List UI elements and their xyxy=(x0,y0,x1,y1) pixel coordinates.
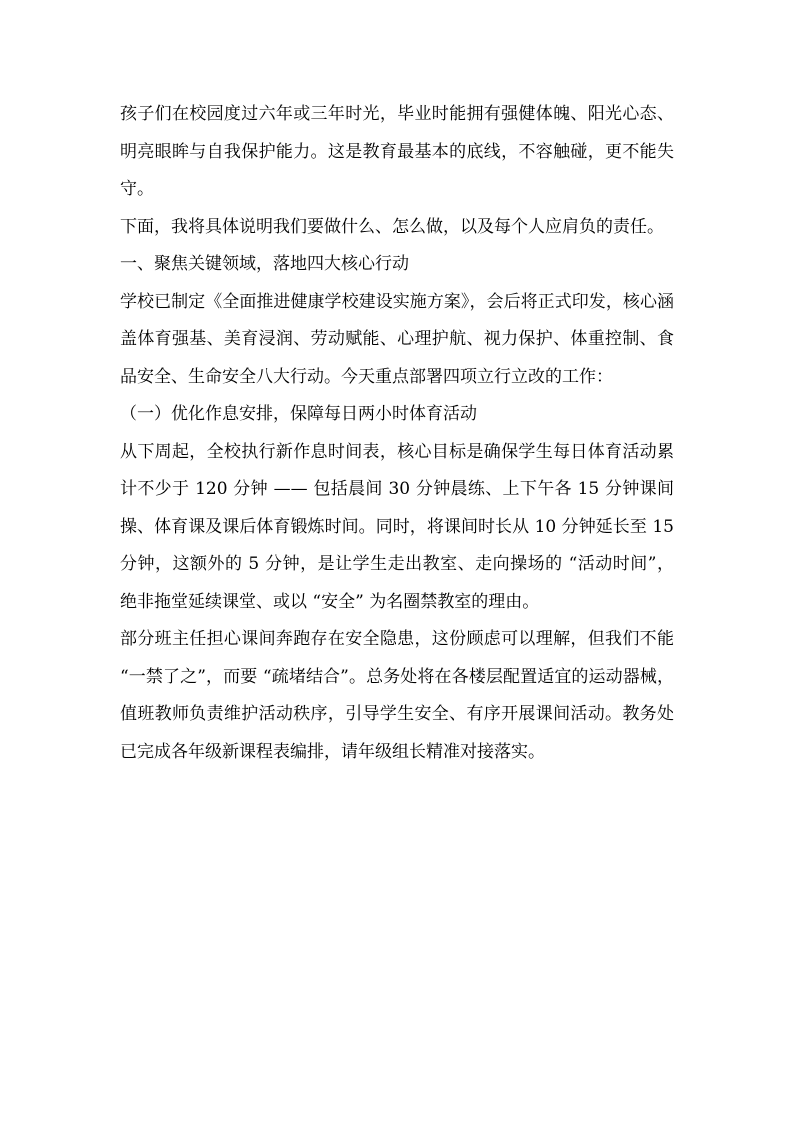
paragraph-intro: 孩子们在校园度过六年或三年时光，毕业时能拥有强健体魄、阳光心态、明亮眼眸与自我保护能力。这是教育最基本的底线，不容触碰，更不能失守。 xyxy=(120,104,674,199)
document-body xyxy=(120,96,674,771)
paragraph-plan: 学校已制定《全面推进健康学校建设实施方案》，会后将正式印发，核心涵盖体育强基、美育浸润、劳动赋能、心理护航、视力保护、体重控制、食品安全、生命安全八大行动。今天重点部署四项立行立改的工作： xyxy=(120,291,674,387)
paragraph-safety: 部分班主任担心课间奔跑存在安全隐患，这份顾虑可以理解，但我们不能 “一禁了之”，而要 “疏堵结合”。总务处将在各楼层配置适宜的运动器械，值班教师负责维护活动秩序，引导学生安全、有序开展课间活动。教务处已完成各年级新课程表编排，请年级组长精准对接落实。 xyxy=(120,629,674,762)
section-heading-1: 一、聚焦关键领域，落地四大核心行动 xyxy=(120,254,409,274)
paragraph-schedule: 从下周起，全校执行新作息时间表，核心目标是确保学生每日体育活动累计不少于 120 分钟 —— 包括晨间 30 分钟晨练、上下午各 15 分钟课间操、体育课及课后体育锻炼时间。同时，将课间时长从 10 分钟延长至 15 分钟，这额外的 5 分钟，是让学生走出教室、走向操场的 “活动时间”，绝非拖堂延续课堂、或以 “安全” 为名圈禁教室的理由。 xyxy=(120,441,674,612)
subsection-heading-1: （一）优化作息安排，保障每日两小时体育活动 xyxy=(120,404,477,424)
paragraph-transition: 下面，我将具体说明我们要做什么、怎么做，以及每个人应肩负的责任。 xyxy=(120,216,664,237)
